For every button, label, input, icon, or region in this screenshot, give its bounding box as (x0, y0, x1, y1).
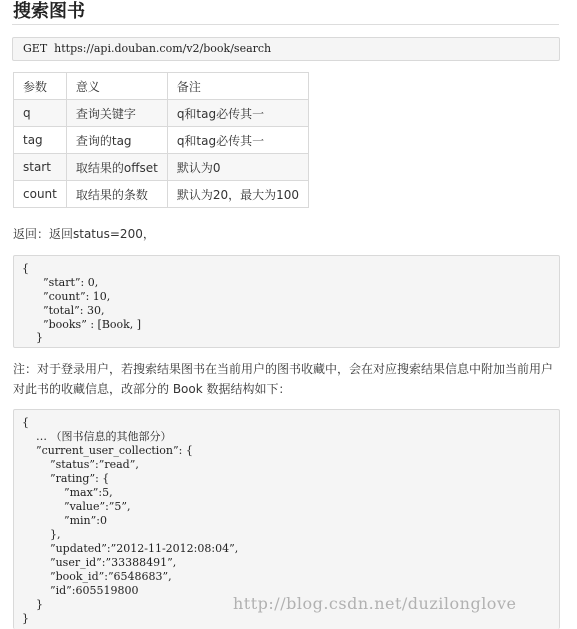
code-line: } (22, 612, 29, 625)
code-line: ”status”:”read”, (22, 458, 139, 471)
table-header-row (14, 73, 309, 100)
code-line: ”updated”:”2012-11-2012:08:04”, (22, 542, 239, 555)
table-cell: q和tag必传其一 (167, 100, 308, 127)
table-header-cell: 意义 (66, 73, 167, 100)
code-line: ”user_id”:”33388491”, (22, 556, 177, 569)
table-cell: q (14, 100, 67, 127)
table-cell: start (14, 154, 67, 181)
table-cell: 查询的tag (66, 127, 167, 154)
table-row (14, 127, 309, 154)
table-cell: count (14, 181, 67, 208)
table-cell: 默认为20，最大为100 (167, 181, 308, 208)
code-line: ”current_user_collection”: { (22, 444, 193, 457)
note-line: 对此书的收藏信息，改部分的 Book 数据结构如下： (13, 382, 291, 396)
code-line: }, (22, 528, 61, 541)
request-line: GET https://api.douban.com/v2/book/search (23, 42, 272, 55)
table-header-cell: 参数 (14, 73, 67, 100)
code-line: ”book_id”:”6548683”, (22, 570, 172, 583)
code-line: } (22, 331, 43, 344)
code-line: ”min”:0 (22, 514, 107, 527)
code-line: { (22, 416, 29, 429)
return-text: 返回：返回status=200， (13, 227, 155, 241)
code-line: … （图书信息的其他部分） (22, 430, 172, 443)
table-header-cell: 备注 (167, 73, 308, 100)
table-cell: tag (14, 127, 67, 154)
table-cell: 取结果的offset (66, 154, 167, 181)
code-line: ”start”: 0, (22, 276, 99, 289)
params-table (13, 72, 309, 208)
table-cell: 取结果的条数 (66, 181, 167, 208)
code-line: } (22, 598, 43, 611)
code-line: ”max”:5, (22, 486, 113, 499)
section-heading: 搜索图书 (13, 1, 85, 22)
code-line: ”total”: 30, (22, 304, 105, 317)
code-line: ”count”: 10, (22, 290, 111, 303)
table-cell: 查询关键字 (66, 100, 167, 127)
code-line: { (22, 262, 29, 275)
code-line: ”books” : [Book, ] (22, 318, 142, 331)
request-code-block (12, 37, 560, 61)
table-row (14, 100, 309, 127)
note-line: 注：对于登录用户，若搜索结果图书在当前用户的图书收藏中，会在对应搜索结果信息中附加当前用户 (13, 362, 554, 376)
table-cell: 默认为0 (167, 154, 308, 181)
code-line: ”value”:”5”, (22, 500, 131, 513)
table-row (14, 154, 309, 181)
heading-divider (12, 24, 559, 25)
code-line: ”id”:605519800 (22, 584, 139, 597)
code-line: ”rating”: { (22, 472, 110, 485)
result-code-block (13, 255, 560, 348)
table-row (14, 181, 309, 208)
table-cell: q和tag必传其一 (167, 127, 308, 154)
watermark: http://blog.csdn.net/duzilonglove (233, 594, 517, 613)
